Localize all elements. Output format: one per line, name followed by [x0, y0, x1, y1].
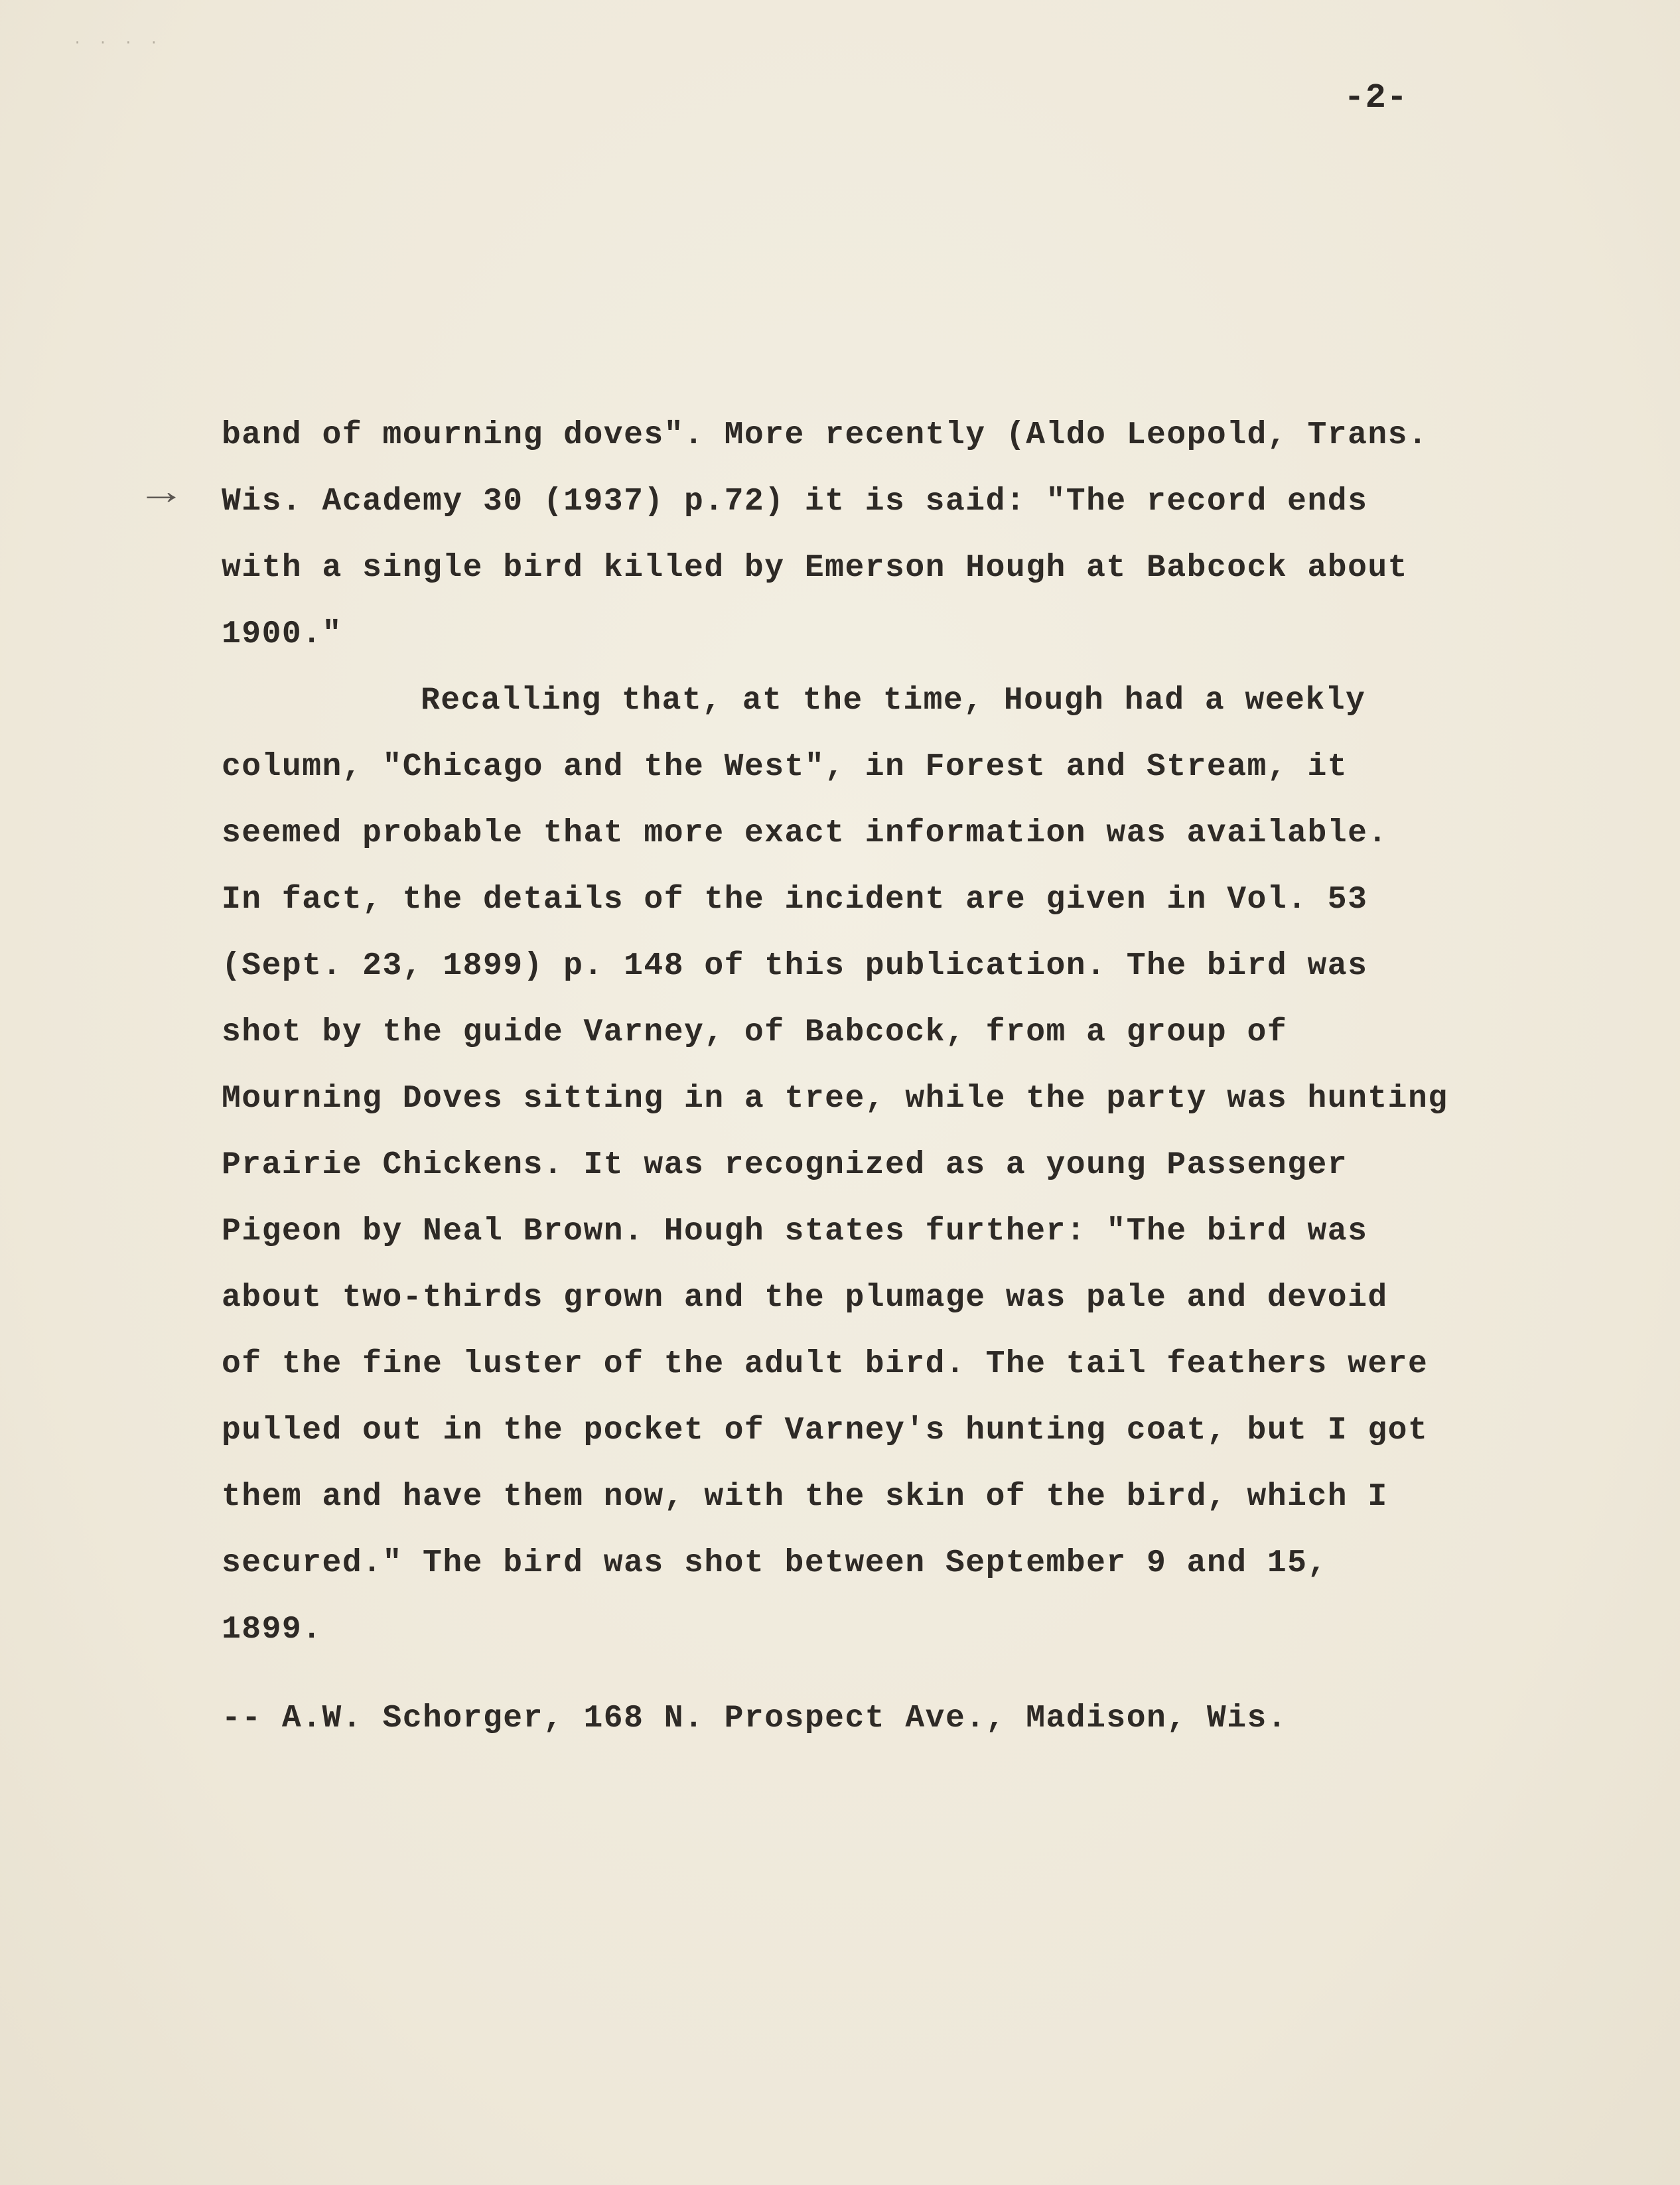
author-signature-line: -- A.W. Schorger, 168 N. Prospect Ave., Madison, Wis.	[222, 1701, 1288, 1736]
text-line: of the fine luster of the adult bird. The tail feathers were	[222, 1346, 1429, 1382]
text-line: with a single bird killed by Emerson Hough at Babcock about	[222, 550, 1408, 586]
text-line: about two-thirds grown and the plumage was pale and devoid	[222, 1280, 1388, 1316]
text-line: secured." The bird was shot between September 9 and 15,	[222, 1545, 1328, 1581]
text-line: Pigeon by Neal Brown. Hough states further: "The bird was	[222, 1214, 1368, 1249]
margin-arrow-icon: →	[146, 472, 176, 515]
text-line: Mourning Doves sitting in a tree, while the party was hunting	[222, 1081, 1448, 1117]
text-line: pulled out in the pocket of Varney's hunting coat, but I got	[222, 1413, 1429, 1448]
text-line: seemed probable that more exact information was available.	[222, 815, 1388, 851]
text-line: shot by the guide Varney, of Babcock, from a group of	[222, 1015, 1288, 1050]
text-line: column, "Chicago and the West", in Forest and Stream, it	[222, 749, 1348, 785]
text-line: Recalling that, at the time, Hough had a weekly	[421, 683, 1366, 719]
text-line: 1900."	[222, 616, 342, 652]
edge-marks: · · · ·	[73, 35, 163, 51]
page-number: -2-	[1344, 78, 1408, 117]
text-line: them and have them now, with the skin of the bird, which I	[222, 1479, 1388, 1515]
text-line: 1899.	[222, 1612, 322, 1648]
text-line: Prairie Chickens. It was recognized as a young Passenger	[222, 1147, 1348, 1183]
text-line: band of mourning doves". More recently (Aldo Leopold, Trans.	[222, 417, 1429, 453]
text-line: (Sept. 23, 1899) p. 148 of this publication. The bird was	[222, 948, 1368, 984]
text-line: Wis. Academy 30 (1937) p.72) it is said: "The record ends	[222, 484, 1368, 520]
body-text	[222, 402, 1482, 1663]
text-line: In fact, the details of the incident are given in Vol. 53	[222, 882, 1368, 918]
